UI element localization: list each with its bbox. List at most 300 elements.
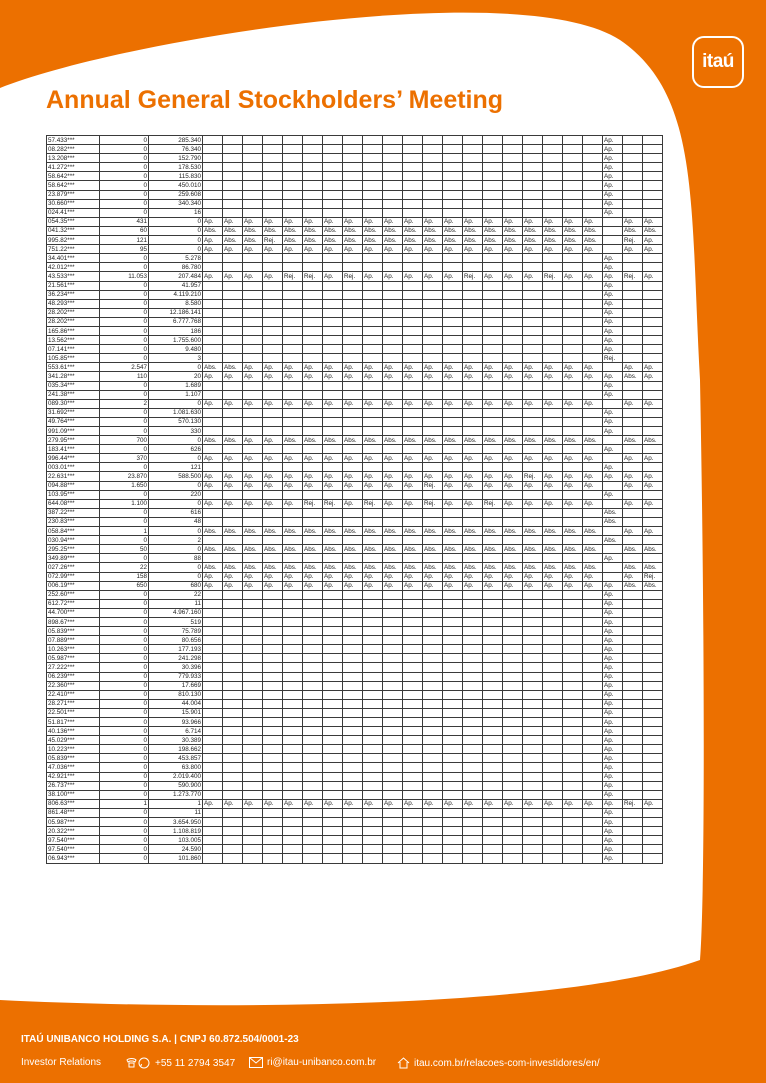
vote-cell [383,818,403,827]
vote-cell [263,617,283,626]
vote-cell [243,354,263,363]
vote-cell [463,417,483,426]
vote-cell [243,317,263,326]
vote-cell: Rej. [543,272,563,281]
vote-cell: Abs. [383,563,403,572]
vote-cell [563,636,583,645]
vote-cell: Abs. [243,527,263,536]
table-row [47,563,663,572]
vote-cell [403,599,423,608]
vote-cell [463,772,483,781]
vote-cell [463,672,483,681]
vote-cell: Ap. [463,372,483,381]
vote-cell [403,345,423,354]
vote-cell [383,636,403,645]
vote-cell [403,636,423,645]
vote-cell [323,690,343,699]
shares-b-cell: 241.298 [149,654,203,663]
vote-cell [523,172,543,181]
vote-cell [383,136,403,145]
vote-cell: Abs. [303,436,323,445]
vote-cell [443,463,463,472]
vote-cell [503,354,523,363]
vote-cell: Ap. [323,799,343,808]
holder-id-cell: 341.28*** [47,372,100,381]
vote-cell: Abs. [563,563,583,572]
vote-cell [563,836,583,845]
vote-cell [623,163,643,172]
shares-a-cell: 0 [100,845,149,854]
vote-cell [263,190,283,199]
vote-cell [223,390,243,399]
table-row [47,136,663,145]
vote-cell: Ap. [403,272,423,281]
vote-cell [523,136,543,145]
shares-a-cell: 0 [100,263,149,272]
vote-cell [263,336,283,345]
vote-cell [503,681,523,690]
vote-cell [283,808,303,817]
vote-cell [223,690,243,699]
vote-cell [223,854,243,863]
vote-cell [243,208,263,217]
vote-cell [243,645,263,654]
vote-cell [343,281,363,290]
vote-cell: Ap. [503,454,523,463]
vote-cell [443,317,463,326]
vote-cell [203,681,223,690]
vote-cell: Ap. [343,217,363,226]
vote-cell: Abs. [423,563,443,572]
vote-cell [563,326,583,335]
vote-cell [343,699,363,708]
vote-cell [603,454,623,463]
vote-cell: Ap. [463,245,483,254]
shares-a-cell: 2.547 [100,363,149,372]
vote-cell: Ap. [403,799,423,808]
vote-cell [463,490,483,499]
shares-a-cell: 0 [100,745,149,754]
vote-cell: Ap. [383,499,403,508]
vote-cell [283,763,303,772]
vote-cell [643,508,663,517]
vote-cell [323,727,343,736]
vote-cell [423,627,443,636]
vote-cell [643,354,663,363]
vote-cell [423,163,443,172]
vote-cell [643,727,663,736]
vote-cell [223,636,243,645]
vote-cell [323,326,343,335]
vote-cell: Abs. [643,226,663,235]
vote-cell [623,190,643,199]
table-row [47,336,663,345]
vote-cell [623,263,643,272]
vote-cell [543,554,563,563]
vote-cell [543,699,563,708]
vote-cell: Rej. [343,272,363,281]
vote-cell [423,836,443,845]
vote-cell: Ap. [603,163,623,172]
vote-cell [283,627,303,636]
shares-a-cell: 60 [100,226,149,235]
vote-cell [483,427,503,436]
vote-cell [603,527,623,536]
vote-cell [263,663,283,672]
table-row [47,718,663,727]
vote-cell [403,181,423,190]
vote-cell [643,608,663,617]
vote-cell [383,345,403,354]
vote-cell [383,763,403,772]
vote-cell: Ap. [603,145,623,154]
vote-cell: Ap. [363,572,383,581]
shares-a-cell: 0 [100,299,149,308]
table-row [47,445,663,454]
vote-cell [523,517,543,526]
vote-cell [483,408,503,417]
vote-cell: Ap. [203,372,223,381]
vote-cell [503,763,523,772]
vote-cell [643,617,663,626]
shares-a-cell: 0 [100,427,149,436]
vote-cell [643,845,663,854]
table-row [47,536,663,545]
vote-cell: Ap. [483,472,503,481]
vote-cell [623,181,643,190]
vote-cell [643,163,663,172]
vote-cell [343,808,363,817]
vote-cell [363,681,383,690]
vote-cell: Ap. [603,590,623,599]
vote-cell [263,727,283,736]
vote-cell: Ap. [603,827,623,836]
vote-cell: Ap. [603,727,623,736]
vote-cell [643,290,663,299]
shares-a-cell: 0 [100,854,149,863]
vote-cell [523,290,543,299]
vote-cell: Ap. [603,154,623,163]
vote-cell [243,508,263,517]
vote-cell: Ap. [603,190,623,199]
vote-cell [563,827,583,836]
vote-cell [363,718,383,727]
vote-cell: Ap. [323,481,343,490]
vote-cell [503,708,523,717]
vote-cell [643,190,663,199]
table-row [47,363,663,372]
vote-cell [243,172,263,181]
vote-cell [223,736,243,745]
footer-website-text: itau.com.br/relacoes-com-investidores/en/ [414,1058,600,1069]
holder-id-cell: 49.764*** [47,417,100,426]
vote-cell [223,463,243,472]
vote-cell [483,336,503,345]
vote-cell [463,808,483,817]
vote-cell [643,445,663,454]
vote-cell: Ap. [463,217,483,226]
vote-cell: Abs. [223,236,243,245]
vote-cell [303,854,323,863]
vote-cell: Ap. [603,818,623,827]
table-row [47,845,663,854]
vote-cell [523,190,543,199]
vote-cell [203,690,223,699]
vote-cell [203,672,223,681]
vote-cell: Ap. [623,472,643,481]
vote-cell [243,718,263,727]
vote-cell: Ap. [603,326,623,335]
vote-cell [643,763,663,772]
vote-cell [343,136,363,145]
vote-cell [563,317,583,326]
vote-cell: Ap. [543,572,563,581]
vote-cell [463,354,483,363]
vote-cell: Abs. [323,563,343,572]
vote-cell [223,699,243,708]
vote-cell [423,727,443,736]
holder-id-cell: 644.08*** [47,499,100,508]
vote-cell [463,345,483,354]
vote-cell [323,781,343,790]
vote-cell: Ap. [403,399,423,408]
vote-cell: Abs. [203,363,223,372]
holder-id-cell: 20.322*** [47,827,100,836]
vote-cell [483,263,503,272]
vote-cell [363,508,383,517]
vote-cell: Abs. [403,436,423,445]
vote-cell [203,408,223,417]
vote-cell: Ap. [543,499,563,508]
vote-cell [483,136,503,145]
vote-cell [483,163,503,172]
holder-id-cell: 05.987*** [47,818,100,827]
vote-cell: Ap. [263,399,283,408]
vote-cell: Abs. [343,436,363,445]
vote-cell: Ap. [563,399,583,408]
vote-cell [383,790,403,799]
vote-cell [303,808,323,817]
vote-cell [543,599,563,608]
vote-cell [383,508,403,517]
vote-cell [283,445,303,454]
holder-id-cell: 97.540*** [47,836,100,845]
vote-cell [523,536,543,545]
vote-cell: Ap. [563,581,583,590]
vote-cell: Rej. [603,354,623,363]
vote-cell: Abs. [383,527,403,536]
vote-cell: Ap. [483,799,503,808]
vote-cell [243,336,263,345]
vote-cell: Abs. [443,545,463,554]
vote-cell [403,772,423,781]
vote-cell [343,163,363,172]
vote-cell [283,772,303,781]
vote-cell [363,636,383,645]
vote-cell [403,263,423,272]
vote-cell [583,345,603,354]
vote-cell: Ap. [363,472,383,481]
vote-cell [223,317,243,326]
vote-cell [383,172,403,181]
shares-a-cell: 0 [100,181,149,190]
vote-cell [503,808,523,817]
vote-cell [343,554,363,563]
vote-cell [503,754,523,763]
holder-id-cell: 030.94*** [47,536,100,545]
holder-id-cell: 035.34*** [47,381,100,390]
vote-cell [323,154,343,163]
vote-cell [543,299,563,308]
vote-cell [343,354,363,363]
vote-cell [303,654,323,663]
vote-cell [523,708,543,717]
footer-email[interactable] [249,1057,376,1068]
vote-cell [243,427,263,436]
vote-cell [483,808,503,817]
vote-cell [283,681,303,690]
vote-cell [483,254,503,263]
vote-cell [383,281,403,290]
vote-cell [223,617,243,626]
shares-a-cell: 0 [100,408,149,417]
vote-cell [243,145,263,154]
vote-cell [323,818,343,827]
vote-cell [283,263,303,272]
vote-cell [563,854,583,863]
table-row [47,226,663,235]
vote-cell [243,736,263,745]
shares-b-cell: 177.193 [149,645,203,654]
vote-cell [423,517,443,526]
shares-b-cell: 0 [149,527,203,536]
vote-cell: Ap. [603,290,623,299]
vote-cell [463,208,483,217]
shares-a-cell: 0 [100,508,149,517]
vote-cell [583,663,603,672]
vote-cell [623,636,643,645]
vote-cell [523,427,543,436]
vote-cell [443,818,463,827]
vote-cell [263,608,283,617]
vote-cell [623,718,643,727]
vote-cell [423,827,443,836]
vote-cell [283,554,303,563]
shares-b-cell: 80.656 [149,636,203,645]
vote-cell [623,208,643,217]
vote-cell [463,690,483,699]
vote-cell [463,627,483,636]
vote-cell [363,590,383,599]
holder-id-cell: 28.202*** [47,317,100,326]
vote-cell [243,836,263,845]
shares-b-cell: 330 [149,427,203,436]
vote-cell: Ap. [503,572,523,581]
shares-a-cell: 110 [100,372,149,381]
vote-cell [203,536,223,545]
vote-cell [483,690,503,699]
vote-cell [223,663,243,672]
vote-cell [363,354,383,363]
holder-id-cell: 072.99*** [47,572,100,581]
vote-cell [203,854,223,863]
vote-cell: Ap. [243,363,263,372]
vote-cell [243,463,263,472]
vote-cell: Abs. [483,527,503,536]
vote-cell [543,672,563,681]
holder-id-cell: 349.89*** [47,554,100,563]
vote-cell [443,745,463,754]
vote-cell [383,608,403,617]
vote-cell [423,754,443,763]
shares-b-cell: 453.857 [149,754,203,763]
shares-b-cell: 207.484 [149,272,203,281]
vote-cell [363,608,383,617]
vote-cell: Ap. [363,272,383,281]
vote-cell: Ap. [423,472,443,481]
vote-cell: Ap. [563,363,583,372]
vote-cell: Ap. [383,272,403,281]
vote-cell [303,636,323,645]
vote-cell: Ap. [203,454,223,463]
vote-cell: Ap. [263,581,283,590]
vote-cell [443,699,463,708]
vote-cell [503,590,523,599]
vote-cell [223,336,243,345]
vote-cell [203,763,223,772]
vote-cell: Ap. [603,263,623,272]
vote-cell [583,845,603,854]
vote-cell [523,490,543,499]
footer-website[interactable] [397,1057,600,1069]
table-row [47,581,663,590]
vote-cell [283,163,303,172]
vote-cell [303,517,323,526]
vote-cell: Ap. [623,399,643,408]
vote-cell [303,627,323,636]
vote-cell: Ap. [403,472,423,481]
vote-cell: Ap. [503,372,523,381]
vote-cell: Ap. [263,572,283,581]
holder-id-cell: 30.660*** [47,199,100,208]
vote-cell [583,427,603,436]
vote-cell [263,181,283,190]
vote-cell [643,836,663,845]
shares-a-cell: 0 [100,554,149,563]
vote-cell [343,326,363,335]
vote-cell [483,326,503,335]
vote-cell [603,217,623,226]
holder-id-cell: 38.100*** [47,790,100,799]
vote-cell [283,254,303,263]
vote-cell [243,154,263,163]
vote-cell: Ap. [523,399,543,408]
table-row [47,208,663,217]
vote-cell [243,136,263,145]
vote-cell: Abs. [623,226,643,235]
vote-cell [483,699,503,708]
vote-cell: Ap. [223,399,243,408]
vote-cell [583,326,603,335]
vote-cell: Ap. [443,363,463,372]
vote-cell: Ap. [383,363,403,372]
shares-b-cell: 340.340 [149,199,203,208]
vote-cell [523,718,543,727]
vote-cell: Abs. [463,236,483,245]
vote-cell: Ap. [303,363,323,372]
vote-cell [303,136,323,145]
vote-cell [563,181,583,190]
